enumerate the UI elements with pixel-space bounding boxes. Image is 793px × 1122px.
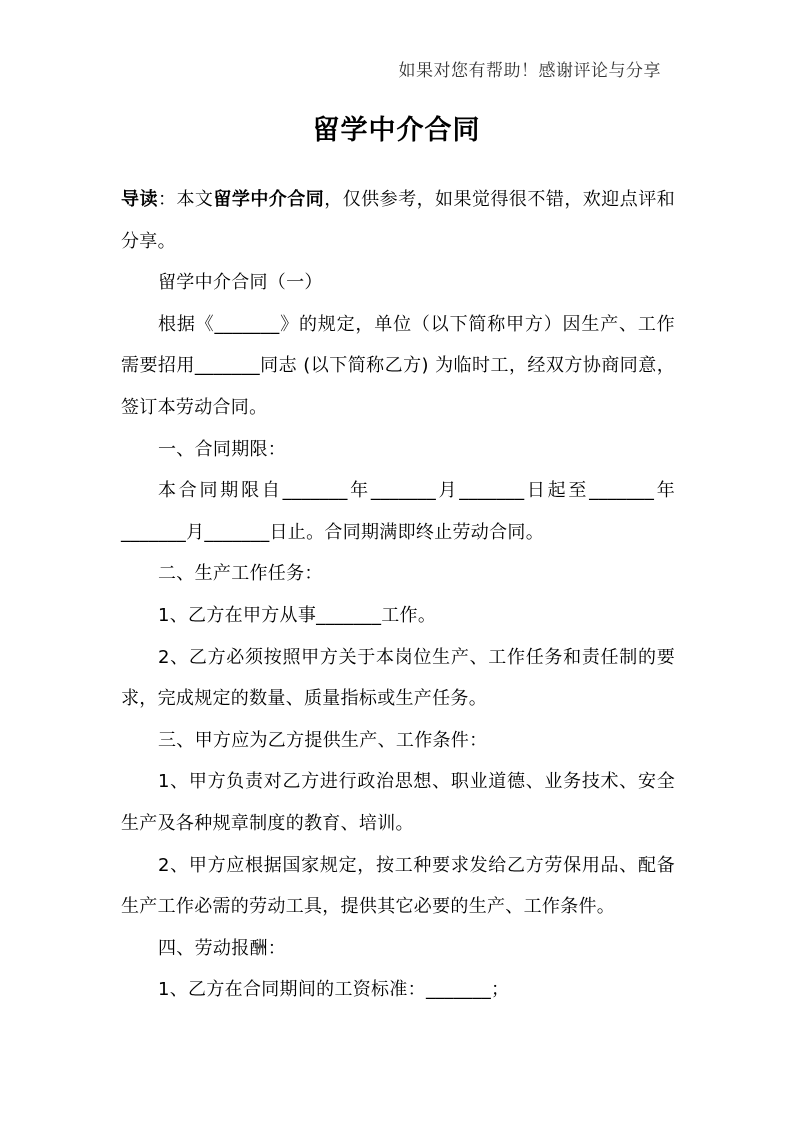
document-body (121, 179, 675, 1011)
body-paragraph: 2、甲方应根据国家规定，按工种要求发给乙方劳保用品、配备生产工作必需的劳动工具，提供其它必要的生产、工作条件。 (121, 854, 675, 918)
body-paragraph: 根据《_______》的规定，单位（以下简称甲方）因生产、工作需要招用_______同志 (以下简称乙方) 为临时工，经双方协商同意，签订本劳动合同。 (121, 313, 675, 418)
intro-paragraph (121, 179, 675, 262)
section-heading: 三、甲方应为乙方提供生产、工作条件： (158, 729, 488, 751)
body-paragraph: 1、乙方在合同期间的工资标准：_______； (158, 979, 510, 1001)
section-heading: 留学中介合同（一） (158, 272, 323, 294)
section-heading: 二、生产工作任务： (158, 563, 323, 585)
body-paragraph: 2、乙方必须按照甲方关于本岗位生产、工作任务和责任制的要求，完成规定的数量、质量指标或生产任务。 (121, 646, 675, 710)
body-paragraph: 1、甲方负责对乙方进行政治思想、职业道德、业务技术、安全生产及各种规章制度的教育、培训。 (121, 771, 675, 834)
body-paragraph: 1、乙方在甲方从事_______工作。 (158, 604, 437, 626)
section-heading: 一、合同期限： (158, 438, 287, 460)
intro-prefix: 本文 (176, 189, 214, 210)
section-heading: 四、劳动报酬： (158, 937, 287, 959)
body-paragraph: 本合同期限自_______年_______月_______日起至_______年_______月_______日止。合同期满即终止劳动合同。 (121, 480, 675, 543)
intro-suffix: ，仅供参考，如果觉得很不错，欢迎点评和分享。 (121, 189, 675, 252)
intro-bold-title: 留学中介合同 (213, 189, 325, 210)
header-note: 如果对您有帮助！感谢评论与分享 (398, 61, 661, 81)
intro-label: 导读 (121, 189, 158, 210)
page-title: 留学中介合同 (312, 115, 481, 146)
intro-separator: ： (157, 189, 177, 210)
